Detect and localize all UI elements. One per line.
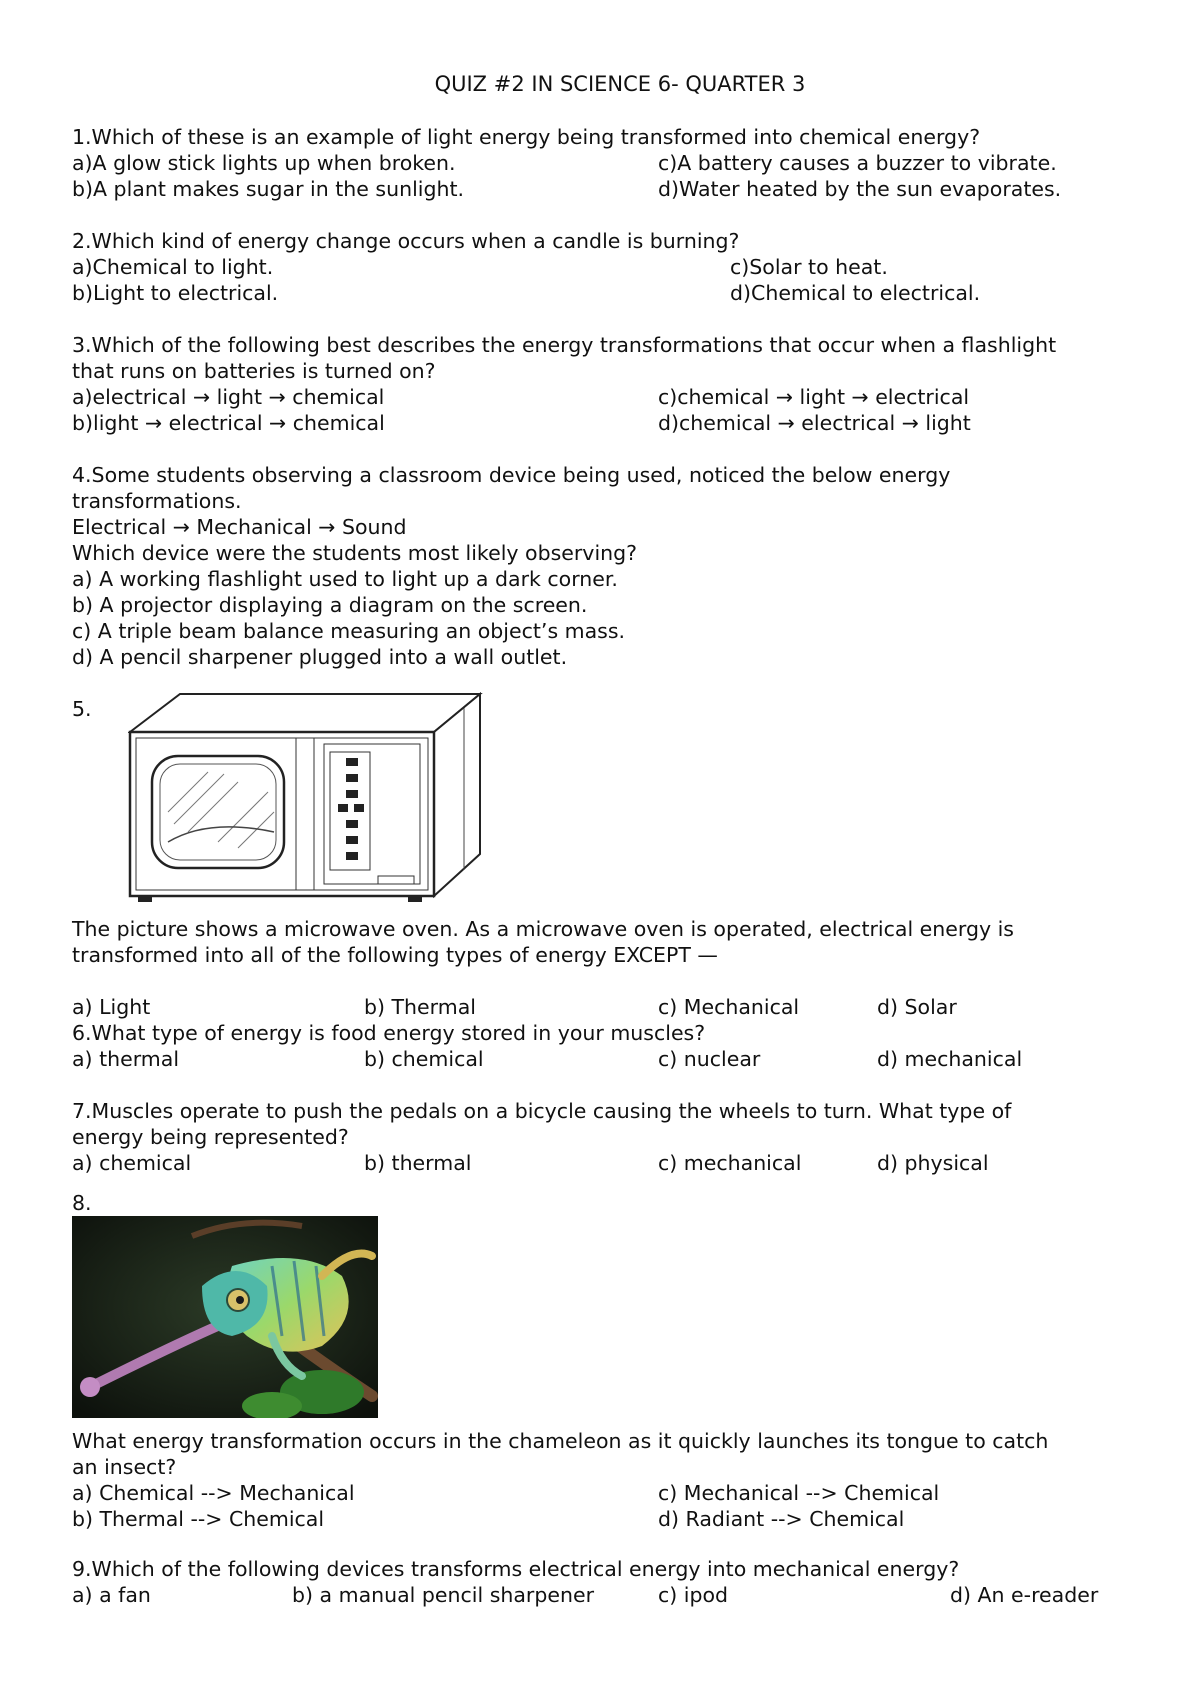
question-9 [72,1556,1152,1608]
question-7 [72,1098,1152,1176]
q4-option-b: b) A projector displaying a diagram on the screen. [72,593,588,617]
q9-option-b: b) a manual pencil sharpener [292,1583,595,1607]
question-6-text: 6.What type of energy is food energy stored in your muscles? [72,1021,706,1045]
q9-option-c: c) ipod [658,1583,729,1607]
question-7-text-line2: energy being represented? [72,1125,349,1149]
q3-option-c: c)chemical → light → electrical [658,385,970,409]
q3-option-b: b)light → electrical → chemical [72,411,385,435]
question-4-text-line2: transformations. [72,489,242,513]
question-2 [72,228,1152,306]
microwave-oven-image [128,692,484,904]
q1-option-a: a)A glow stick lights up when broken. [72,151,456,175]
q8-option-d: d) Radiant --> Chemical [658,1507,905,1531]
quiz-page [72,0,1152,1696]
q7-option-c: c) mechanical [658,1151,802,1175]
q1-option-c: c)A battery causes a buzzer to vibrate. [658,151,1057,175]
q4-option-a: a) A working flashlight used to light up a dark corner. [72,567,618,591]
question-1-text: 1.Which of these is an example of light energy being transformed into chemical energy? [72,125,981,149]
question-8-number: 8. [72,1191,92,1215]
q7-option-a: a) chemical [72,1151,192,1175]
question-5 [72,916,1152,1020]
q1-option-b: b)A plant makes sugar in the sunlight. [72,177,465,201]
q5-option-a: a) Light [72,995,151,1019]
q8-option-a: a) Chemical --> Mechanical [72,1481,355,1505]
question-8-number-wrap [72,1190,1152,1216]
q4-option-c: c) A triple beam balance measuring an object’s mass. [72,619,626,643]
question-5-number: 5. [72,697,92,721]
question-4 [72,462,1152,670]
question-3-text-line1: 3.Which of the following best describes the energy transformations that occur when a flashlight [72,333,1057,357]
question-5-text-line2: transformed into all of the following types of energy EXCEPT — [72,943,718,967]
question-2-text: 2.Which kind of energy change occurs when a candle is burning? [72,229,740,253]
q5-option-d: d) Solar [877,995,957,1019]
q9-option-d: d) An e-reader [950,1583,1099,1607]
q1-option-d: d)Water heated by the sun evaporates. [658,177,1062,201]
q6-option-c: c) nuclear [658,1047,761,1071]
question-3 [72,332,1152,436]
q6-option-a: a) thermal [72,1047,180,1071]
chameleon-photo [72,1216,378,1418]
q4-option-d: d) A pencil sharpener plugged into a wall outlet. [72,645,568,669]
q6-option-d: d) mechanical [877,1047,1023,1071]
question-8-text-line1: What energy transformation occurs in the chameleon as it quickly launches its tongue to catch [72,1429,1049,1453]
question-7-text-line1: 7.Muscles operate to push the pedals on a bicycle causing the wheels to turn. What type of [72,1099,1012,1123]
question-8-text-line2: an insect? [72,1455,177,1479]
q2-option-b: b)Light to electrical. [72,281,279,305]
q7-option-b: b) thermal [364,1151,472,1175]
question-4-prompt: Which device were the students most likely observing? [72,541,638,565]
page-title: QUIZ #2 IN SCIENCE 6- QUARTER 3 [434,72,806,96]
q3-option-a: a)electrical → light → chemical [72,385,385,409]
question-4-energy-chain: Electrical → Mechanical → Sound [72,515,407,539]
q7-option-d: d) physical [877,1151,989,1175]
q5-option-b: b) Thermal [364,995,476,1019]
question-9-text: 9.Which of the following devices transforms electrical energy into mechanical energy? [72,1557,960,1581]
q8-option-c: c) Mechanical --> Chemical [658,1481,940,1505]
q3-option-d: d)chemical → electrical → light [658,411,971,435]
q2-option-d: d)Chemical to electrical. [730,281,981,305]
question-1 [72,124,1152,202]
q5-option-c: c) Mechanical [658,995,800,1019]
question-3-text-line2: that runs on batteries is turned on? [72,359,436,383]
question-6 [72,1020,1152,1072]
q2-option-a: a)Chemical to light. [72,255,274,279]
q6-option-b: b) chemical [364,1047,484,1071]
q8-option-b: b) Thermal --> Chemical [72,1507,325,1531]
question-4-text-line1: 4.Some students observing a classroom device being used, noticed the below energy [72,463,951,487]
q9-option-a: a) a fan [72,1583,151,1607]
question-8 [72,1428,1152,1532]
question-5-text-line1: The picture shows a microwave oven. As a microwave oven is operated, electrical energy is [72,917,1014,941]
q2-option-c: c)Solar to heat. [730,255,888,279]
